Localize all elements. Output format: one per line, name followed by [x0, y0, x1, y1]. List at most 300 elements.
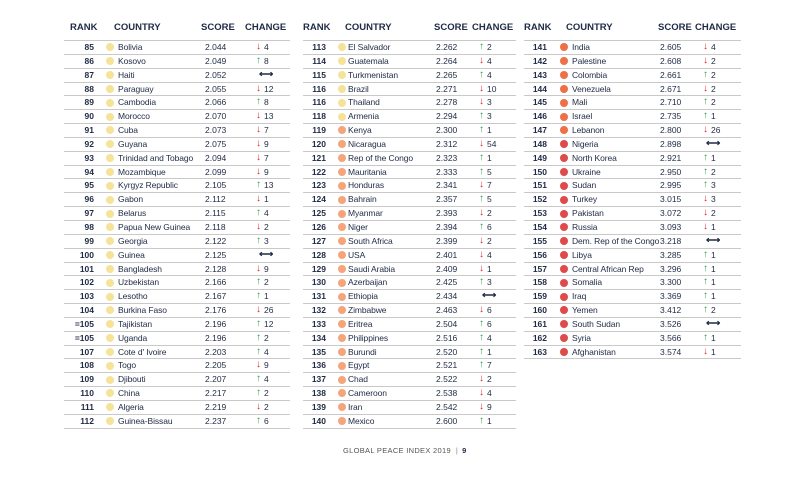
table-row [303, 83, 516, 97]
score-header: SCORE [201, 22, 235, 33]
table-row [64, 249, 290, 263]
rank-value: 100 [79, 249, 94, 260]
table-row [64, 318, 290, 332]
peace-level-dot [338, 293, 346, 301]
country-name: Mexico [348, 415, 375, 426]
table-row [64, 387, 290, 401]
table-row [303, 124, 516, 138]
score-value: 2.052 [205, 69, 227, 80]
arrow-up-icon: ↑ [256, 54, 261, 66]
country-name: Mozambique [118, 166, 166, 177]
report-title: GLOBAL PEACE INDEX 2019 [343, 446, 451, 455]
arrow-down-icon: ↓ [479, 82, 484, 94]
arrow-down-icon: ↓ [479, 207, 484, 219]
score-value: 2.735 [660, 111, 682, 122]
arrow-up-icon: ↑ [703, 165, 708, 177]
ranking-rows [524, 40, 741, 359]
arrow-up-icon: ↑ [703, 276, 708, 288]
change-value: 1 [487, 125, 492, 136]
peace-level-dot [560, 306, 568, 314]
score-value: 2.399 [436, 235, 458, 246]
change-value: 9 [264, 263, 269, 274]
table-row [303, 346, 516, 360]
arrow-up-icon: ↑ [479, 165, 484, 177]
score-value: 2.921 [660, 152, 682, 163]
column-header [64, 22, 290, 36]
change-value: 4 [264, 346, 269, 357]
score-value: 2.265 [436, 69, 458, 80]
arrow-down-icon: ↓ [479, 262, 484, 274]
change-value: 2 [711, 83, 716, 94]
country-name: Turkmenistan [348, 69, 398, 80]
rank-value: 144 [532, 83, 547, 94]
score-value: 3.285 [660, 249, 682, 260]
score-value: 2.176 [205, 305, 227, 316]
table-row [64, 124, 290, 138]
peace-level-dot [338, 348, 346, 356]
peace-level-dot [106, 306, 114, 314]
country-name: USA [348, 249, 366, 260]
arrow-down-icon: ↓ [703, 82, 708, 94]
change-value: 9 [264, 138, 269, 149]
score-value: 3.526 [660, 318, 682, 329]
rank-value: 112 [80, 415, 94, 426]
change-value: 7 [264, 125, 269, 136]
score-value: 2.434 [436, 291, 458, 302]
arrow-up-icon: ↑ [703, 248, 708, 260]
peace-level-dot [106, 279, 114, 287]
table-row [303, 290, 516, 304]
score-value: 2.118 [205, 221, 226, 232]
arrow-down-icon: ↓ [479, 387, 484, 399]
change-value: 1 [711, 263, 716, 274]
country-name: Yemen [572, 305, 598, 316]
score-value: 2.264 [436, 55, 458, 66]
score-value: 2.294 [436, 111, 458, 122]
country-name: Mauritania [348, 166, 387, 177]
rank-value: 97 [84, 208, 94, 219]
arrow-up-icon: ↑ [479, 331, 484, 343]
table-row [64, 152, 290, 166]
score-value: 2.671 [660, 83, 682, 94]
rank-value: 91 [84, 125, 94, 136]
rank-value: 126 [311, 221, 326, 232]
arrow-down-icon: ↓ [479, 137, 484, 149]
country-name: China [118, 388, 140, 399]
country-name: Brazil [348, 83, 369, 94]
rank-value: 125 [311, 208, 326, 219]
peace-level-dot [338, 223, 346, 231]
column-header [524, 22, 741, 36]
score-value: 2.516 [436, 332, 458, 343]
peace-level-dot [106, 126, 114, 134]
change-value: 1 [711, 332, 716, 343]
rank-value: 130 [311, 277, 326, 288]
country-name: Afghanistan [572, 346, 616, 357]
peace-level-dot [106, 57, 114, 65]
change-value: 8 [264, 55, 269, 66]
country-name: Gabon [118, 194, 144, 205]
country-name: Guatemala [348, 55, 389, 66]
score-value: 2.205 [205, 360, 227, 371]
arrow-up-icon: ↑ [256, 331, 261, 343]
change-value: 26 [711, 125, 721, 136]
arrow-down-icon: ↓ [703, 193, 708, 205]
table-row [64, 221, 290, 235]
rank-value: 155 [532, 235, 547, 246]
arrow-down-icon: ↓ [256, 193, 261, 205]
country-name: Libya [572, 249, 592, 260]
table-row [64, 193, 290, 207]
table-row [64, 290, 290, 304]
peace-level-dot [338, 113, 346, 121]
score-value: 2.271 [436, 83, 458, 94]
peace-level-dot [560, 251, 568, 259]
table-row [303, 318, 516, 332]
peace-level-dot [106, 376, 114, 384]
score-value: 2.167 [205, 291, 227, 302]
score-value: 3.412 [660, 305, 682, 316]
table-row [524, 193, 741, 207]
change-value: 10 [487, 83, 497, 94]
country-name: Kyrgyz Republic [118, 180, 178, 191]
change-value: 1 [487, 152, 492, 163]
peace-level-dot [560, 57, 568, 65]
peace-level-dot [338, 265, 346, 273]
rank-value: =105 [74, 332, 94, 343]
arrow-up-icon: ↑ [256, 179, 261, 191]
peace-level-dot [560, 71, 568, 79]
change-value: 4 [487, 249, 492, 260]
peace-level-dot [338, 126, 346, 134]
table-row [64, 276, 290, 290]
arrow-up-icon: ↑ [256, 234, 261, 246]
change-value: 4 [487, 55, 492, 66]
country-header: COUNTRY [345, 22, 392, 33]
score-value: 2.357 [436, 194, 458, 205]
arrow-up-icon: ↑ [256, 387, 261, 399]
double-arrow-icon: ⟷ [482, 290, 497, 302]
table-row [524, 290, 741, 304]
change-value: 2 [264, 332, 269, 343]
peace-level-dot [338, 57, 346, 65]
rank-value: 147 [532, 125, 547, 136]
table-row [303, 40, 516, 55]
table-row [64, 69, 290, 83]
rank-header: RANK [303, 22, 331, 33]
rank-value: 133 [311, 318, 326, 329]
table-row [303, 193, 516, 207]
score-value: 2.323 [436, 152, 458, 163]
change-value: 2 [711, 55, 716, 66]
table-row [524, 96, 741, 110]
column-header [303, 22, 516, 36]
rank-value: 94 [84, 166, 94, 177]
rank-value: 163 [532, 346, 547, 357]
peace-level-dot [338, 140, 346, 148]
rank-value: 95 [84, 180, 94, 191]
change-header: CHANGE [245, 22, 287, 33]
score-value: 2.237 [205, 415, 227, 426]
country-name: Nigeria [572, 138, 599, 149]
arrow-up-icon: ↑ [479, 414, 484, 426]
table-row [303, 152, 516, 166]
country-name: Turkey [572, 194, 598, 205]
peace-level-dot [106, 348, 114, 356]
ranking-rows [303, 40, 516, 429]
country-name: Uganda [118, 332, 148, 343]
country-header: COUNTRY [114, 22, 161, 33]
change-value: 2 [487, 42, 492, 52]
peace-level-dot [338, 376, 346, 384]
rank-value: 122 [311, 166, 326, 177]
rank-value: 86 [84, 55, 94, 66]
table-row [303, 387, 516, 401]
peace-level-dot [560, 210, 568, 218]
score-value: 2.800 [660, 125, 682, 136]
country-name: Iraq [572, 291, 587, 302]
country-name: Guyana [118, 138, 148, 149]
arrow-down-icon: ↓ [703, 41, 708, 52]
change-value: 4 [264, 42, 269, 52]
country-name: Morocco [118, 111, 150, 122]
score-value: 2.073 [205, 125, 227, 136]
change-value: 2 [487, 208, 492, 219]
rank-value: 110 [80, 388, 94, 399]
double-arrow-icon: ⟷ [259, 248, 274, 260]
country-name: Honduras [348, 180, 385, 191]
peace-level-dot [338, 168, 346, 176]
change-value: 1 [711, 249, 716, 260]
rank-value: 149 [532, 152, 547, 163]
score-value: 2.217 [205, 388, 227, 399]
peace-level-dot [560, 196, 568, 204]
rank-value: 150 [532, 166, 547, 177]
country-name: South Sudan [572, 318, 621, 329]
arrow-down-icon: ↓ [256, 400, 261, 412]
table-row [303, 249, 516, 263]
table-row [524, 124, 741, 138]
table-row [64, 138, 290, 152]
table-row [524, 110, 741, 124]
table-row [524, 276, 741, 290]
rank-value: 153 [532, 208, 547, 219]
country-name: Guinea-Bissau [118, 415, 173, 426]
rank-value: 113 [312, 42, 326, 52]
change-value: 6 [487, 305, 492, 316]
table-row [303, 373, 516, 387]
peace-level-dot [560, 237, 568, 245]
country-name: Tajikistan [118, 318, 152, 329]
score-value: 2.394 [436, 221, 458, 232]
score-value: 3.566 [660, 332, 682, 343]
rank-value: 99 [84, 235, 94, 246]
rank-value: 128 [311, 249, 326, 260]
rank-value: 102 [79, 277, 94, 288]
arrow-up-icon: ↑ [703, 331, 708, 343]
country-name: Philippines [348, 332, 389, 343]
arrow-up-icon: ↑ [256, 373, 261, 385]
arrow-up-icon: ↑ [256, 414, 261, 426]
peace-level-dot [106, 403, 114, 411]
arrow-down-icon: ↓ [256, 359, 261, 371]
country-name: Lebanon [572, 125, 605, 136]
double-arrow-icon: ⟷ [706, 317, 721, 329]
rank-value: 109 [79, 374, 94, 385]
change-value: 1 [264, 291, 269, 302]
arrow-up-icon: ↑ [479, 220, 484, 232]
peace-level-dot [560, 279, 568, 287]
rank-value: 132 [311, 305, 326, 316]
change-value: 2 [487, 235, 492, 246]
score-value: 3.218 [660, 235, 682, 246]
peace-level-dot [338, 210, 346, 218]
rank-value: 138 [311, 388, 326, 399]
peace-level-dot [560, 320, 568, 328]
arrow-up-icon: ↑ [479, 276, 484, 288]
arrow-up-icon: ↑ [256, 276, 261, 288]
country-name: South Africa [348, 235, 393, 246]
peace-level-dot [106, 251, 114, 259]
country-header: COUNTRY [566, 22, 613, 33]
arrow-down-icon: ↓ [703, 207, 708, 219]
peace-level-dot [106, 223, 114, 231]
peace-level-dot [106, 210, 114, 218]
change-value: 1 [487, 263, 492, 274]
rank-value: 157 [532, 263, 547, 274]
peace-level-dot [560, 168, 568, 176]
peace-level-dot [106, 237, 114, 245]
score-header: SCORE [434, 22, 468, 33]
arrow-down-icon: ↓ [479, 234, 484, 246]
rank-value: 93 [84, 152, 94, 163]
table-row [524, 179, 741, 193]
arrow-up-icon: ↑ [479, 68, 484, 80]
table-row [303, 110, 516, 124]
rank-value: 162 [532, 332, 547, 343]
rank-value: 116 [312, 83, 326, 94]
table-row [524, 40, 741, 55]
arrow-down-icon: ↓ [479, 179, 484, 191]
change-value: 1 [487, 346, 492, 357]
arrow-down-icon: ↓ [256, 41, 261, 52]
change-value: 7 [487, 180, 492, 191]
score-value: 2.049 [205, 55, 227, 66]
table-row [64, 40, 290, 55]
change-value: 3 [264, 235, 269, 246]
change-value: 4 [264, 208, 269, 219]
peace-level-dot [338, 306, 346, 314]
arrow-up-icon: ↑ [256, 96, 261, 108]
score-value: 2.463 [436, 305, 458, 316]
rank-value: 137 [311, 374, 326, 385]
country-name: Russia [572, 221, 598, 232]
peace-level-dot [560, 154, 568, 162]
arrow-up-icon: ↑ [703, 304, 708, 316]
table-row [303, 415, 516, 429]
peace-level-dot [106, 71, 114, 79]
arrow-up-icon: ↑ [479, 124, 484, 136]
rank-value: 103 [79, 291, 94, 302]
country-name: Uzbekistan [118, 277, 160, 288]
rank-value: 158 [532, 277, 547, 288]
rank-value: 124 [311, 194, 326, 205]
score-value: 2.542 [436, 401, 458, 412]
country-name: Sudan [572, 180, 597, 191]
change-value: 3 [487, 277, 492, 288]
peace-level-dot [338, 85, 346, 93]
arrow-up-icon: ↑ [703, 96, 708, 108]
rank-value: 123 [311, 180, 326, 191]
ranking-column-1 [64, 22, 290, 429]
table-row [303, 235, 516, 249]
rank-value: 114 [312, 55, 326, 66]
rank-value: 156 [532, 249, 547, 260]
change-value: 8 [264, 97, 269, 108]
table-row [303, 401, 516, 415]
country-name: Bahrain [348, 194, 377, 205]
arrow-up-icon: ↑ [479, 151, 484, 163]
arrow-up-icon: ↑ [703, 290, 708, 302]
country-name: India [572, 42, 590, 52]
peace-level-dot [106, 362, 114, 370]
score-value: 2.099 [205, 166, 227, 177]
change-header: CHANGE [472, 22, 514, 33]
peace-level-dot [106, 113, 114, 121]
peace-level-dot [338, 417, 346, 425]
arrow-down-icon: ↓ [256, 165, 261, 177]
arrow-up-icon: ↑ [703, 179, 708, 191]
change-value: 2 [711, 208, 716, 219]
score-value: 2.504 [436, 318, 458, 329]
change-value: 4 [487, 69, 492, 80]
peace-level-dot [106, 265, 114, 273]
table-row [64, 83, 290, 97]
rank-header: RANK [70, 22, 98, 33]
score-value: 2.070 [205, 111, 227, 122]
country-name: Armenia [348, 111, 379, 122]
country-name: Paraguay [118, 83, 154, 94]
rank-value: 140 [311, 415, 326, 426]
country-name: Belarus [118, 208, 147, 219]
table-row [524, 249, 741, 263]
peace-level-dot [106, 99, 114, 107]
peace-level-dot [338, 43, 346, 51]
table-row [524, 55, 741, 69]
country-name: Ukraine [572, 166, 601, 177]
peace-level-dot [106, 320, 114, 328]
change-value: 9 [264, 166, 269, 177]
country-name: Colombia [572, 69, 608, 80]
peace-level-dot [560, 140, 568, 148]
country-name: Thailand [348, 97, 380, 108]
change-value: 2 [264, 388, 269, 399]
table-row [64, 110, 290, 124]
peace-level-dot [338, 362, 346, 370]
score-value: 2.520 [436, 346, 458, 357]
rank-value: 146 [532, 111, 547, 122]
change-value: 2 [264, 401, 269, 412]
arrow-up-icon: ↑ [479, 41, 484, 52]
country-name: Algeria [118, 401, 144, 412]
score-value: 2.341 [436, 180, 458, 191]
change-value: 3 [487, 111, 492, 122]
country-name: Kenya [348, 125, 372, 136]
change-value: 26 [264, 305, 274, 316]
peace-level-dot [106, 85, 114, 93]
arrow-down-icon: ↓ [703, 54, 708, 66]
country-name: Kosovo [118, 55, 146, 66]
